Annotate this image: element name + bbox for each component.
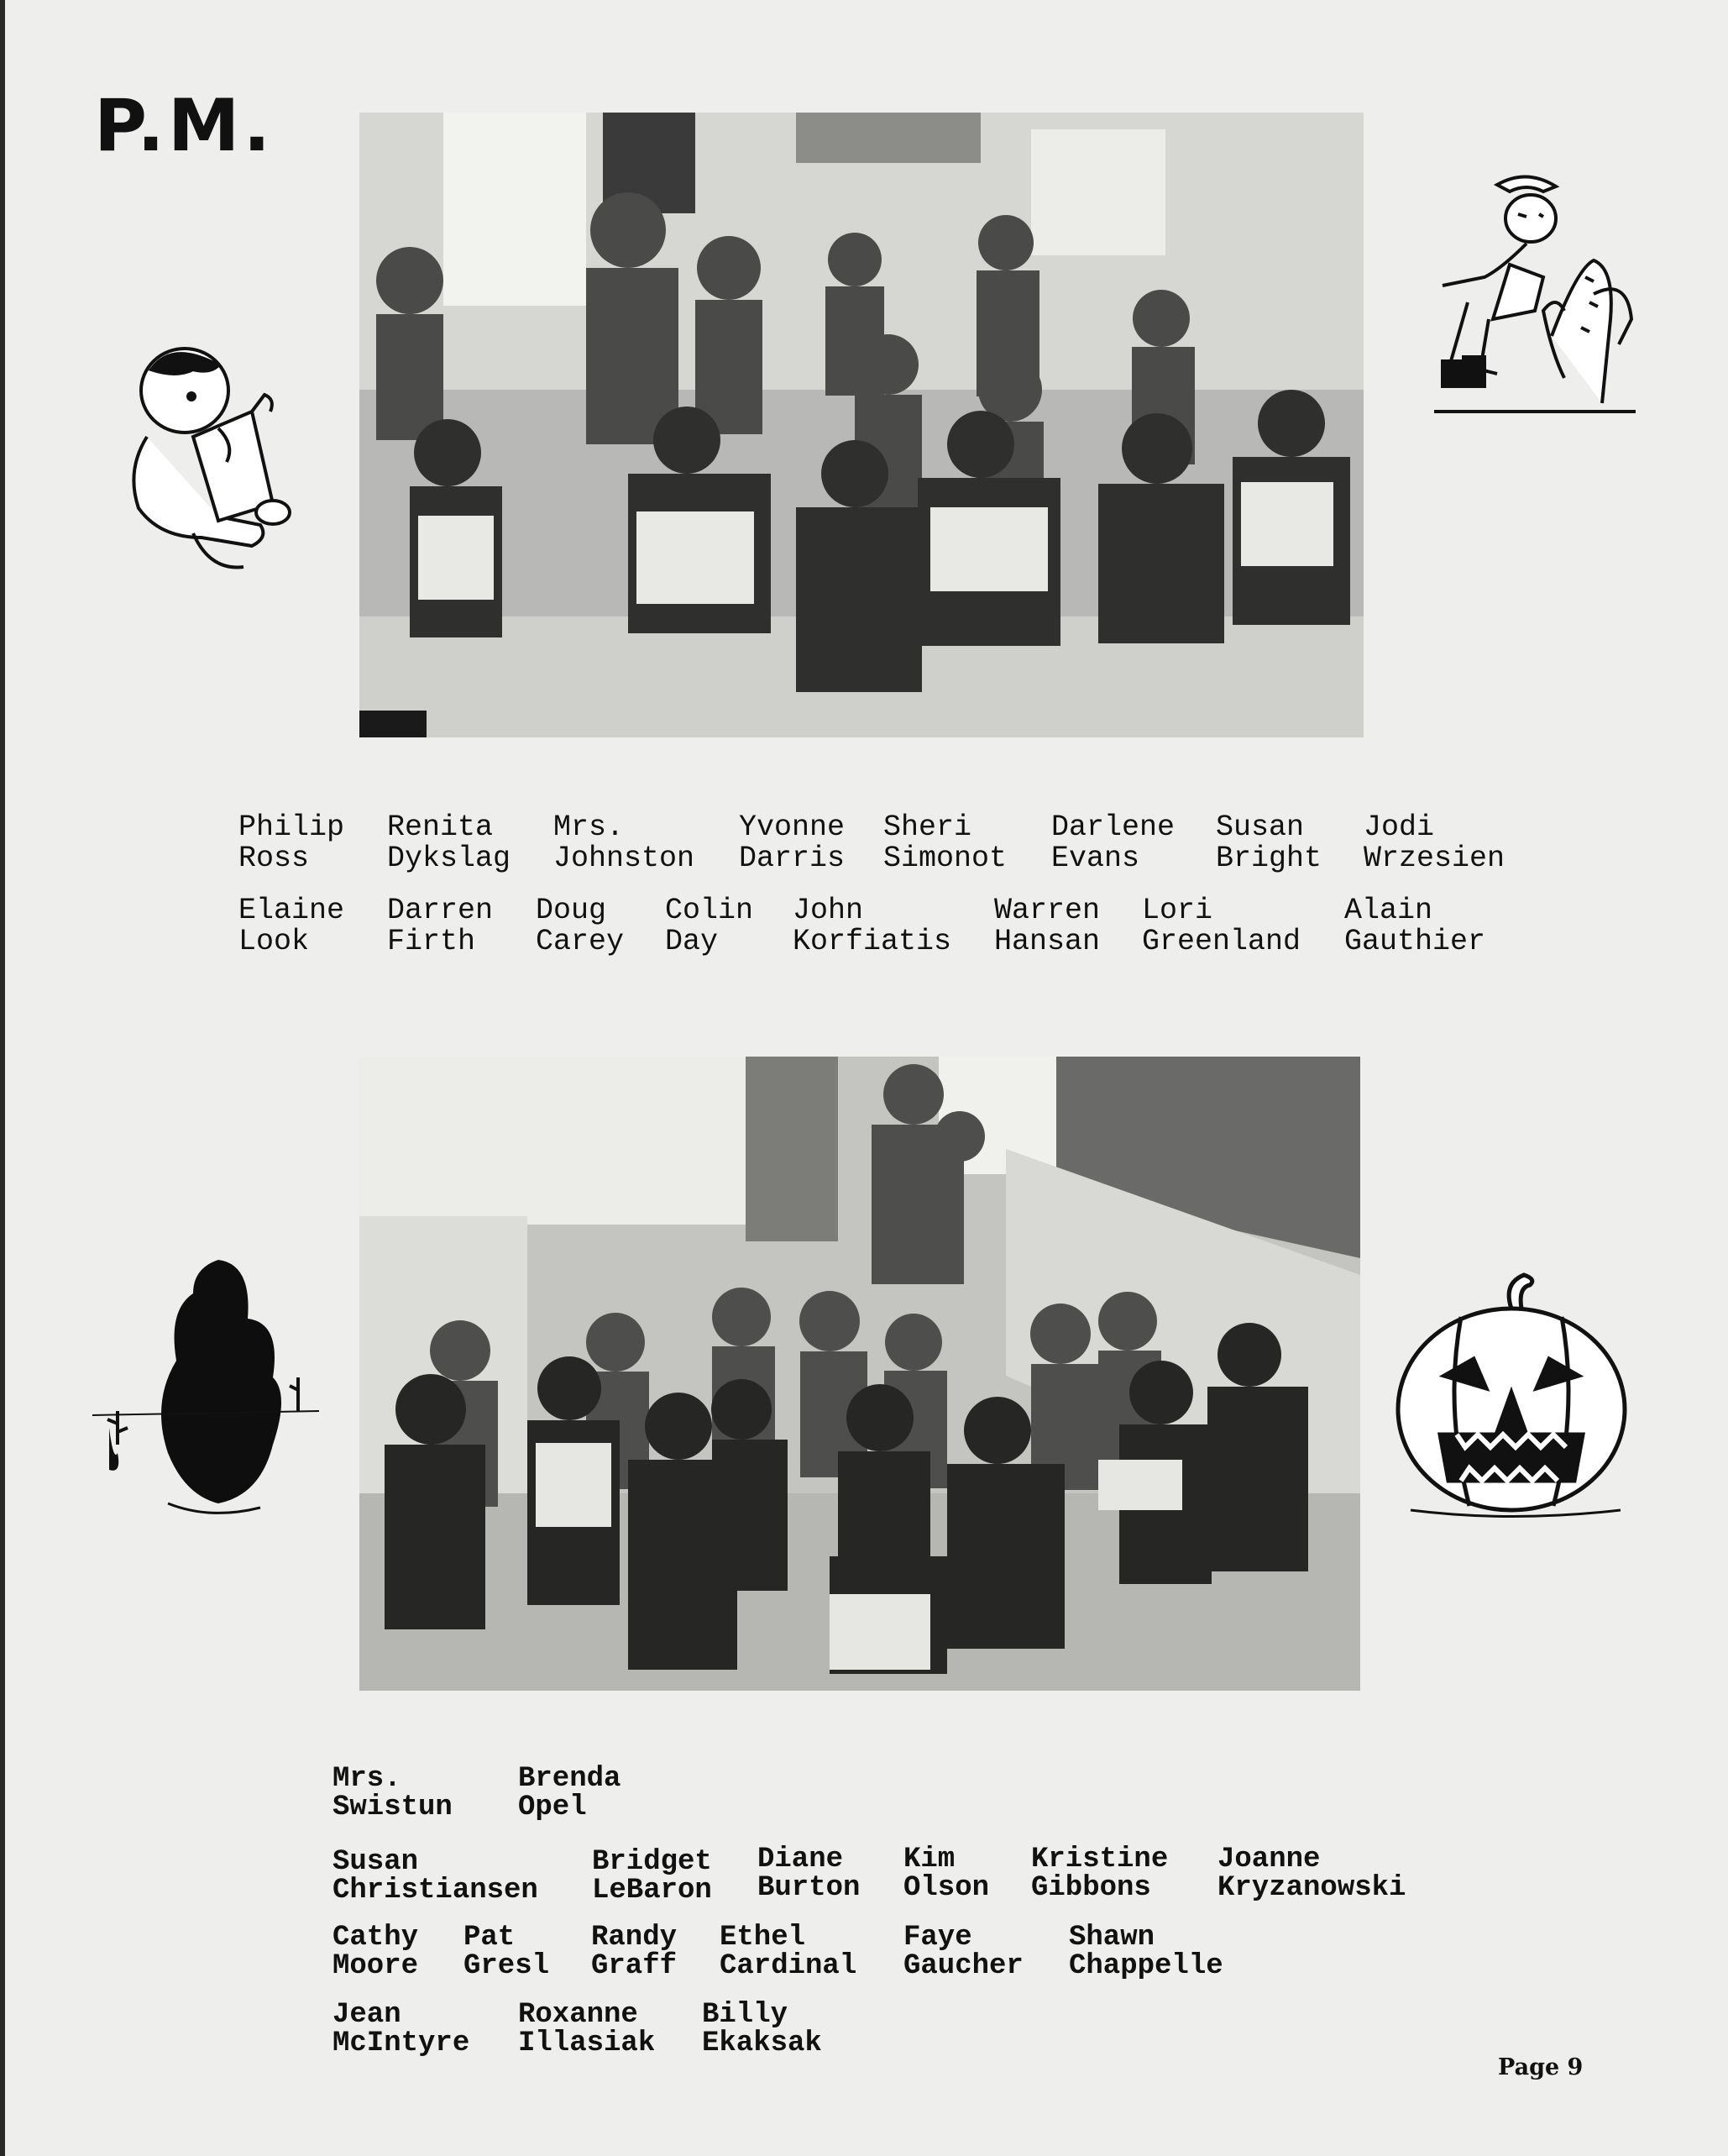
cactus-silhouette-icon	[92, 1243, 319, 1533]
class1-name: Philip Ross	[238, 810, 345, 875]
jack-o-lantern-icon	[1385, 1267, 1637, 1531]
class2-name: Diane Burton	[757, 1844, 861, 1904]
class1-name: Sheri Simonot	[883, 810, 1008, 875]
class1-name: Elaine Look	[238, 894, 345, 958]
class2-name: Brenda Opel	[518, 1763, 621, 1823]
child-reading-icon	[92, 328, 302, 584]
class1-name: Doug Carey	[536, 894, 625, 958]
class1-name: Darren Firth	[387, 894, 494, 958]
class2-name: Jean McIntyre	[333, 1999, 470, 2059]
class2-name: Susan Christiansen	[333, 1846, 538, 1907]
class2-name: Faye Gaucher	[903, 1922, 1024, 1982]
page-binding-edge	[0, 0, 5, 2156]
class1-name: Colin Day	[665, 894, 754, 958]
section-title: P.M.	[94, 84, 275, 168]
class2-name: Pat Gresl	[463, 1922, 550, 1982]
class2-name: Ethel Cardinal	[720, 1922, 857, 1982]
class2-name: Kim Olson	[903, 1844, 990, 1904]
class1-name: Alain Gauthier	[1344, 894, 1486, 958]
class2-name: Kristine Gibbons	[1031, 1844, 1169, 1904]
class-photo-1	[359, 113, 1364, 737]
class2-name: Mrs. Swistun	[333, 1763, 453, 1823]
class1-name: Renita Dykslag	[387, 810, 511, 875]
class2-name: Randy Graff	[591, 1922, 678, 1982]
class1-name: Yvonne Darris	[739, 810, 846, 875]
class2-name: Billy Ekaksak	[702, 1999, 822, 2059]
class2-name: Bridget LeBaron	[592, 1846, 712, 1907]
class2-name: Roxanne Illasiak	[518, 1999, 656, 2059]
class2-name: Joanne Kryzanowski	[1217, 1844, 1406, 1904]
class1-name: Warren Hansan	[994, 894, 1101, 958]
class1-name: Susan Bright	[1216, 810, 1322, 875]
page-number: Page 9	[1498, 2054, 1584, 2080]
class1-name: John Korfiatis	[793, 894, 952, 958]
class2-name: Shawn Chappelle	[1069, 1922, 1223, 1982]
class-photo-2	[359, 1057, 1360, 1691]
cowboy-cactus-icon	[1417, 168, 1644, 424]
class2-name: Cathy Moore	[333, 1922, 419, 1982]
class1-name: Lori Greenland	[1142, 894, 1301, 958]
class1-name: Mrs. Johnston	[553, 810, 695, 875]
class1-name: Darlene Evans	[1051, 810, 1176, 875]
class1-name: Jodi Wrzesien	[1364, 810, 1505, 875]
